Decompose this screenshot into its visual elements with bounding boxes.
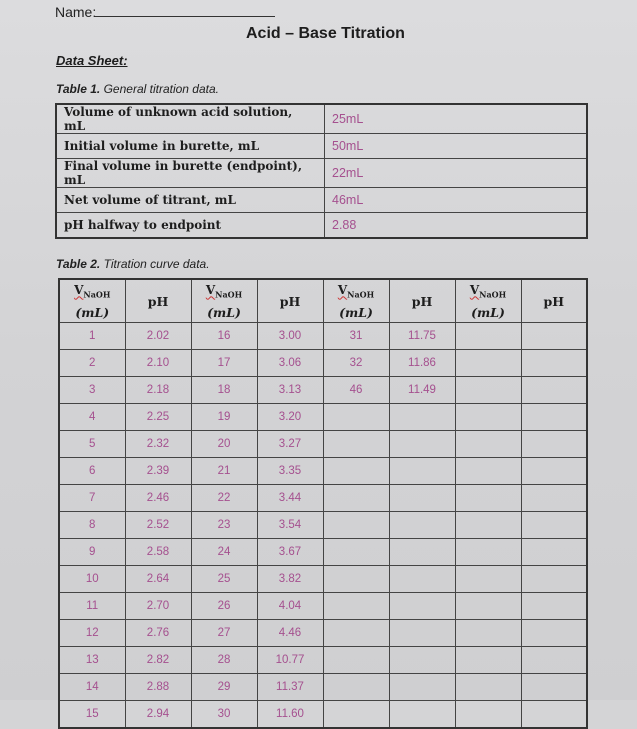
volume-cell <box>455 404 521 431</box>
volume-cell <box>323 647 389 674</box>
volume-cell: 14 <box>59 674 125 701</box>
ph-cell: 3.44 <box>257 485 323 512</box>
volume-cell: 11 <box>59 593 125 620</box>
volume-cell <box>323 566 389 593</box>
table-row <box>59 566 587 593</box>
table2-caption <box>56 257 210 271</box>
volume-unit: (mL) <box>75 304 110 320</box>
volume-cell <box>323 404 389 431</box>
row-value: 50mL <box>325 134 588 159</box>
volume-unit: (mL) <box>471 304 505 320</box>
ph-cell: 4.46 <box>257 620 323 647</box>
ph-cell: 11.37 <box>257 674 323 701</box>
volume-cell <box>323 458 389 485</box>
volume-header <box>323 279 389 323</box>
volume-cell <box>455 350 521 377</box>
volume-cell: 16 <box>191 323 257 350</box>
volume-cell <box>455 701 521 729</box>
volume-symbol: V <box>74 283 84 298</box>
volume-cell <box>455 377 521 404</box>
ph-cell <box>521 350 587 377</box>
ph-cell <box>389 674 455 701</box>
volume-cell <box>455 431 521 458</box>
ph-cell <box>521 647 587 674</box>
volume-cell: 15 <box>59 701 125 729</box>
table-row <box>59 323 587 350</box>
ph-cell: 2.32 <box>125 431 191 458</box>
volume-cell: 24 <box>191 539 257 566</box>
row-label: Volume of unknown acid solution, mL <box>56 104 325 134</box>
ph-cell <box>389 566 455 593</box>
ph-cell <box>389 539 455 566</box>
volume-cell <box>455 485 521 512</box>
volume-cell: 10 <box>59 566 125 593</box>
volume-subscript: NaOH <box>479 289 507 300</box>
volume-cell <box>455 674 521 701</box>
volume-cell <box>323 701 389 729</box>
ph-cell: 11.60 <box>257 701 323 729</box>
ph-cell: 2.46 <box>125 485 191 512</box>
volume-cell: 32 <box>323 350 389 377</box>
ph-cell <box>389 620 455 647</box>
table-row <box>59 485 587 512</box>
ph-cell: 2.39 <box>125 458 191 485</box>
volume-cell: 22 <box>191 485 257 512</box>
table1-caption <box>56 82 219 96</box>
volume-cell <box>323 512 389 539</box>
table-row <box>59 512 587 539</box>
volume-cell: 26 <box>191 593 257 620</box>
titration-curve-table <box>58 278 588 729</box>
volume-cell: 13 <box>59 647 125 674</box>
ph-cell <box>521 674 587 701</box>
table-row <box>59 539 587 566</box>
table2-caption-text: Titration curve data. <box>103 257 210 271</box>
ph-cell <box>389 431 455 458</box>
ph-cell <box>389 512 455 539</box>
volume-cell <box>455 566 521 593</box>
volume-cell: 4 <box>59 404 125 431</box>
ph-cell: 10.77 <box>257 647 323 674</box>
volume-cell: 28 <box>191 647 257 674</box>
volume-symbol: V <box>469 283 480 298</box>
row-value: 46mL <box>325 188 588 213</box>
table-row <box>56 213 587 239</box>
volume-cell <box>323 674 389 701</box>
ph-header: pH <box>125 279 191 323</box>
ph-cell: 2.18 <box>125 377 191 404</box>
volume-cell: 7 <box>59 485 125 512</box>
row-value: 22mL <box>325 159 588 188</box>
volume-cell <box>323 539 389 566</box>
ph-cell: 3.35 <box>257 458 323 485</box>
ph-cell <box>521 620 587 647</box>
ph-cell: 11.86 <box>389 350 455 377</box>
table-row <box>59 431 587 458</box>
ph-cell <box>521 512 587 539</box>
ph-header: pH <box>257 279 323 323</box>
ph-cell: 11.75 <box>389 323 455 350</box>
ph-cell: 2.10 <box>125 350 191 377</box>
volume-cell <box>455 593 521 620</box>
volume-cell <box>455 647 521 674</box>
ph-cell <box>389 458 455 485</box>
volume-cell: 1 <box>59 323 125 350</box>
data-sheet-heading: Data Sheet: <box>56 53 128 68</box>
volume-cell: 46 <box>323 377 389 404</box>
volume-subscript: NaOH <box>215 289 243 300</box>
volume-cell: 20 <box>191 431 257 458</box>
row-value: 25mL <box>325 104 588 134</box>
table-row <box>59 674 587 701</box>
row-label: Final volume in burette (endpoint), mL <box>56 159 325 188</box>
ph-header: pH <box>521 279 587 323</box>
volume-cell <box>323 431 389 458</box>
ph-cell: 3.67 <box>257 539 323 566</box>
table-row <box>59 458 587 485</box>
volume-cell: 8 <box>59 512 125 539</box>
ph-cell <box>521 458 587 485</box>
ph-cell: 3.82 <box>257 566 323 593</box>
ph-cell: 2.76 <box>125 620 191 647</box>
volume-symbol: V <box>337 283 348 298</box>
ph-cell <box>521 566 587 593</box>
table-row <box>59 620 587 647</box>
volume-cell: 21 <box>191 458 257 485</box>
row-value: 2.88 <box>325 213 588 239</box>
page-title: Acid – Base Titration <box>246 25 405 42</box>
volume-cell: 30 <box>191 701 257 729</box>
ph-cell: 3.54 <box>257 512 323 539</box>
volume-cell <box>323 620 389 647</box>
volume-header <box>59 279 125 323</box>
volume-cell <box>323 593 389 620</box>
volume-cell <box>455 323 521 350</box>
volume-cell: 19 <box>191 404 257 431</box>
ph-cell: 2.02 <box>125 323 191 350</box>
volume-unit: (mL) <box>339 304 373 320</box>
ph-cell: 11.49 <box>389 377 455 404</box>
table-row <box>59 701 587 729</box>
ph-cell: 3.06 <box>257 350 323 377</box>
volume-cell: 31 <box>323 323 389 350</box>
table-row <box>56 134 587 159</box>
ph-cell <box>521 377 587 404</box>
ph-cell <box>521 404 587 431</box>
name-label: Name: <box>55 4 97 20</box>
volume-header <box>455 279 521 323</box>
row-label: Net volume of titrant, mL <box>56 188 325 213</box>
volume-cell: 3 <box>59 377 125 404</box>
table-row <box>59 350 587 377</box>
ph-cell <box>521 485 587 512</box>
ph-cell <box>389 701 455 729</box>
table2-caption-number: Table 2. <box>56 257 101 271</box>
ph-cell: 2.25 <box>125 404 191 431</box>
volume-cell: 23 <box>191 512 257 539</box>
volume-cell: 2 <box>59 350 125 377</box>
table-row <box>56 159 587 188</box>
ph-cell <box>521 431 587 458</box>
ph-cell: 2.88 <box>125 674 191 701</box>
table-row <box>56 104 587 134</box>
ph-cell <box>521 701 587 729</box>
ph-cell: 3.13 <box>257 377 323 404</box>
volume-cell: 27 <box>191 620 257 647</box>
table-row <box>59 647 587 674</box>
volume-header <box>191 279 257 323</box>
ph-cell: 2.94 <box>125 701 191 729</box>
ph-header: pH <box>389 279 455 323</box>
ph-cell: 3.20 <box>257 404 323 431</box>
volume-cell <box>455 458 521 485</box>
row-label: Initial volume in burette, mL <box>56 134 325 159</box>
row-label: pH halfway to endpoint <box>56 213 325 239</box>
volume-cell: 29 <box>191 674 257 701</box>
ph-cell: 3.00 <box>257 323 323 350</box>
volume-cell: 18 <box>191 377 257 404</box>
table-row <box>59 377 587 404</box>
ph-cell <box>521 539 587 566</box>
ph-cell <box>521 593 587 620</box>
volume-cell: 12 <box>59 620 125 647</box>
volume-symbol: V <box>205 283 216 298</box>
volume-cell: 25 <box>191 566 257 593</box>
table-row <box>59 593 587 620</box>
general-titration-table <box>55 103 588 239</box>
ph-cell: 3.27 <box>257 431 323 458</box>
table-row <box>59 404 587 431</box>
table1-caption-text: General titration data. <box>103 82 219 96</box>
ph-cell: 2.70 <box>125 593 191 620</box>
volume-cell <box>323 485 389 512</box>
ph-cell <box>389 404 455 431</box>
ph-cell: 4.04 <box>257 593 323 620</box>
volume-cell: 17 <box>191 350 257 377</box>
table1-caption-number: Table 1. <box>56 82 101 96</box>
volume-subscript: NaOH <box>347 289 375 300</box>
volume-subscript: NaOH <box>83 289 111 300</box>
volume-cell <box>455 539 521 566</box>
ph-cell: 2.52 <box>125 512 191 539</box>
ph-cell <box>521 323 587 350</box>
ph-cell: 2.82 <box>125 647 191 674</box>
volume-cell: 5 <box>59 431 125 458</box>
ph-cell <box>389 485 455 512</box>
volume-cell: 6 <box>59 458 125 485</box>
volume-cell <box>455 512 521 539</box>
ph-cell: 2.58 <box>125 539 191 566</box>
volume-unit: (mL) <box>207 304 241 320</box>
ph-cell <box>389 647 455 674</box>
volume-cell: 9 <box>59 539 125 566</box>
ph-cell <box>389 593 455 620</box>
name-field-line <box>95 16 275 17</box>
ph-cell: 2.64 <box>125 566 191 593</box>
table-row <box>56 188 587 213</box>
volume-cell <box>455 620 521 647</box>
